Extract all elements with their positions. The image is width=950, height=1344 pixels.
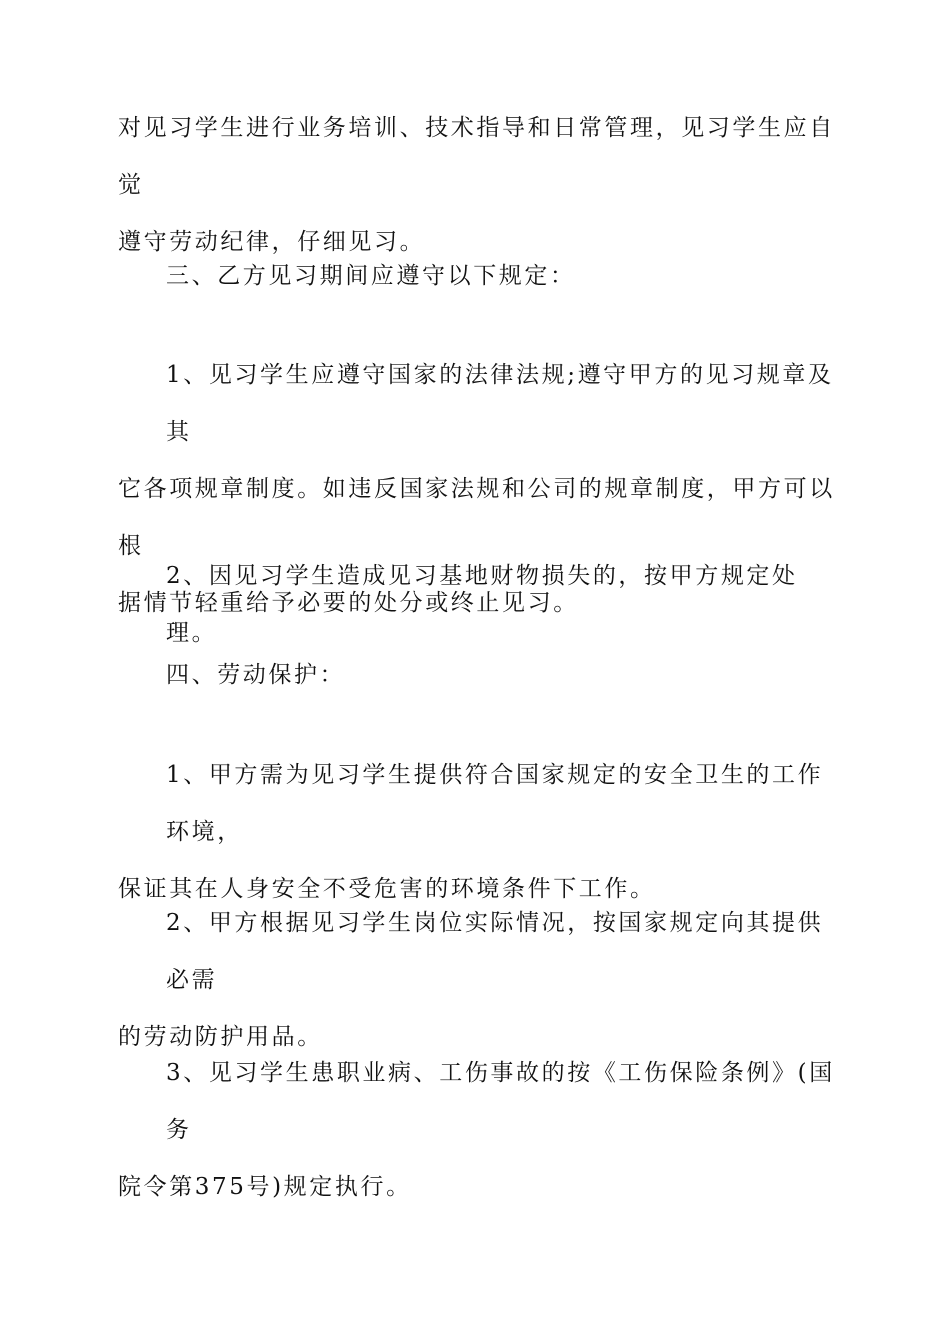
text-line: 2、甲方根据见习学生岗位实际情况，按国家规定向其提供必需 xyxy=(166,910,824,993)
text-line: 保证其在人身安全不受危害的环境条件下工作。 xyxy=(118,876,656,902)
text-line: 1、见习学生应遵守国家的法律法规;遵守甲方的见习规章及其 xyxy=(166,362,834,445)
text-line: 据情节轻重给予必要的处分或终止见习。 xyxy=(118,590,579,616)
text-line: 遵守劳动纪律，仔细见习。 xyxy=(118,229,426,255)
text-line: 的劳动防护用品。 xyxy=(118,1024,323,1050)
paragraph-training-management xyxy=(118,100,838,271)
text-line: 院令第375号)规定执行。 xyxy=(118,1174,412,1200)
text-line: 2、因见习学生造成见习基地财物损失的，按甲方规定处理。 xyxy=(166,563,798,646)
text-line: 3、见习学生患职业病、工伤事故的按《工伤保险条例》(国务 xyxy=(166,1060,835,1143)
section-heading: 三、乙方见习期间应遵守以下规定： xyxy=(166,263,576,289)
section-heading: 四、劳动保护： xyxy=(166,662,346,688)
text-line: 1、甲方需为见习学生提供符合国家规定的安全卫生的工作环境， xyxy=(166,762,824,845)
paragraph-protection-3 xyxy=(118,1045,838,1216)
heading-section-four xyxy=(118,647,838,704)
paragraph-protection-1 xyxy=(118,747,838,918)
text-line: 对见习学生进行业务培训、技术指导和日常管理，见习学生应自觉 xyxy=(118,115,835,198)
paragraph-rule-2 xyxy=(118,548,838,662)
heading-section-three xyxy=(118,248,838,305)
paragraph-protection-2 xyxy=(118,895,838,1066)
text-line: 它各项规章制度。如违反国家法规和公司的规章制度，甲方可以根 xyxy=(118,476,835,559)
